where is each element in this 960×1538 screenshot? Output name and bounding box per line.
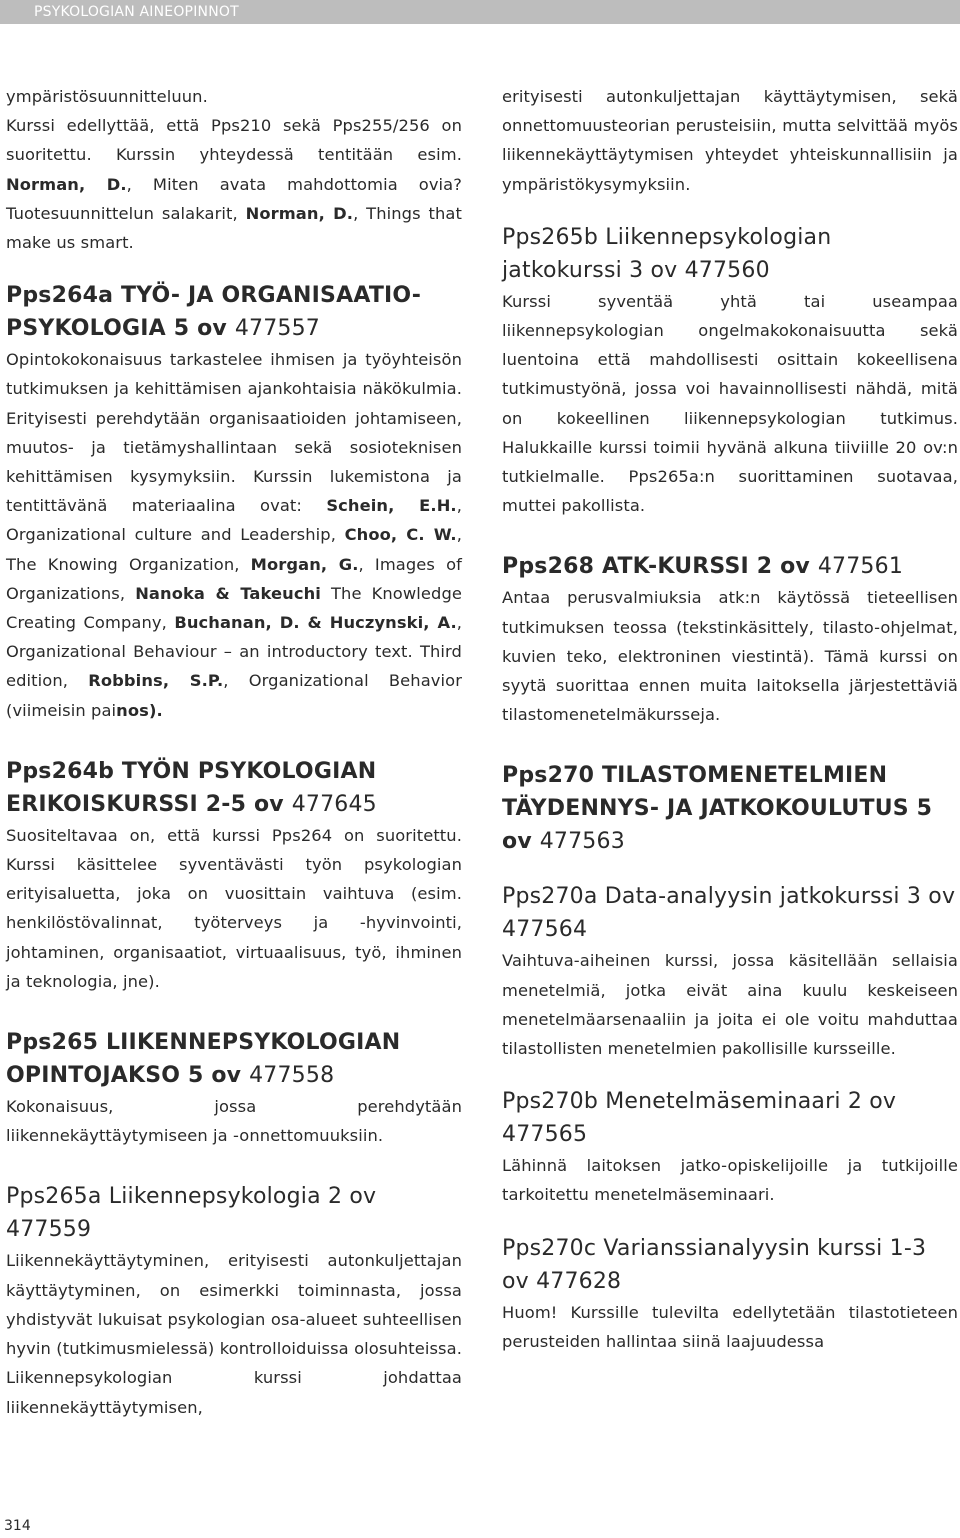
- course-title-pps270b: Pps270b Menetelmäseminaari 2 ov 477565: [502, 1089, 897, 1148]
- ref-author-buchanan: Buchanan, D. & Huczynski, A.: [174, 613, 457, 633]
- book-title-2: , Things that make us smart.: [6, 203, 462, 253]
- course-title-pps270a: Pps270a Data-analyysin jatkokurssi 3 ov 477564: [502, 884, 956, 943]
- course-description-pps270a: Vaihtuva-aiheinen kurssi, jossa käsitellään sellaisia menetelmiä, jotka eivät aina kuulu keskeiseen menetelmäarsenaaliin ja joita ei ole voitu mahduttaa tilastollisten menetelmien pakollisille kursseille.: [502, 951, 958, 1059]
- ref-author-choo: Choo, C. W.: [344, 525, 457, 545]
- course-description-pps270c: Huom! Kurssille tulevilta edellytetään tilastotieteen perusteiden hallintaa siinä laajuudessa: [502, 1302, 958, 1351]
- course-code-pps265: 477558: [249, 1063, 335, 1089]
- ref-author-nanoka: Nanoka & Takeuchi: [135, 583, 321, 603]
- course-title-pps264b: Pps264b TYÖN PSYKOLOGIAN ERIKOISKURSSI 2-5 ov: [6, 758, 377, 817]
- author-norman-2: Norman, D.: [245, 203, 354, 223]
- intro-line-1: ympäristösuunnitteluun.: [6, 87, 208, 106]
- course-description-pps265b: Kurssi syventää yhtä tai useampaa liikennepsykologian ongelmakokonaisuutta sekä luentoina että mahdollisesti osittain kokeellisena tutkimustyönä, jossa voi havainnollisesti nähdä, mitä on kokeellinen liikennepsykologian tutkimus. Halukkaille kurssi toimii hyvänä alkuna tiiviille 20 ov:n tutkielmalle. Pps265a:n suorittaminen suotavaa, muttei pakollista.: [502, 291, 958, 516]
- course-code-pps268: 477561: [817, 554, 904, 580]
- ref-title-choo: , The Knowing Organization,: [6, 525, 462, 574]
- course-description-pps264b: Suositeltavaa on, että kurssi Pps264 on suoritettu. Kurssi käsittelee syventävästi työn psykologian erityisaluetta, joka on vuosittain vaihtuva (esim. henkilöstövalinnat, työterveys ja -hyvinvointi, johtaminen, organisaatiot, virtuaalisuus, työ, ihminen ja teknologia, jne).: [6, 825, 462, 991]
- author-norman-1: Norman, D.: [6, 174, 127, 194]
- page-number: 314: [4, 1518, 31, 1534]
- continued-paragraph: erityisesti autonkuljettajan käyttäytymisen, sekä onnettomuusteorian perusteisiin, mutta selvittää myös liikennekäyttäytymisen yhteydet yhteiskunnallisiin ja ympäristökysymyksiin.: [502, 87, 958, 194]
- course-title-pps265a: Pps265a Liikennepsykologia 2 ov 477559: [6, 1184, 377, 1243]
- course-code-pps264b: 477645: [291, 791, 377, 817]
- ref-title-morgan: , Images of Organizations,: [6, 554, 462, 603]
- course-code-pps264a: 477557: [234, 316, 320, 342]
- course-heading-pps264a: [6, 279, 462, 345]
- page-header-band: [0, 0, 960, 24]
- course-heading-pps264b: [6, 755, 462, 821]
- course-heading-pps268: [502, 550, 958, 583]
- ref-title-schein: , Organizational culture and Leadership,: [6, 496, 462, 545]
- ref-title-nanoka: The Knowledge Creating Company,: [6, 583, 462, 633]
- ref-author-schein: Schein, E.H.: [326, 496, 457, 516]
- course-code-pps270: 477563: [539, 829, 625, 855]
- intro-text: Kurssi edellyttää, että Pps210 sekä Pps255/256 on suoritettu. Kurssin yhteydessä tentitään esim.: [6, 116, 462, 165]
- course-description-pps264a: [6, 345, 462, 725]
- book-title-1: , Miten avata mahdottomia ovia? Tuotesuunnittelun salakarit,: [6, 174, 463, 223]
- course-description-pps265a: Liikennekäyttäytyminen, erityisesti autonkuljettajan käyttäytyminen, on esimerkki toiminnasta, jossa yhdistyvät lukuisat psykologian osa-alueet suhteellisen hyvin (tutkimusmielessä) kontrolloiduissa olosuhteissa. Liikennepsykologian kurssi johdattaa liikennekäyttäytymisen,: [6, 1251, 462, 1417]
- course-heading-pps270: [502, 759, 958, 858]
- ref-author-robbins: Robbins, S.P.: [88, 671, 224, 691]
- intro-paragraph: [6, 82, 462, 257]
- course-description-pps265: Kokonaisuus, jossa perehdytään liikennekäyttäytymiseen ja -onnettomuuksiin.: [6, 1097, 462, 1146]
- course-title-pps265b: Pps265b Liikennepsykologian jatkokurssi 3 ov 477560: [502, 224, 832, 283]
- course-title-pps264a: Pps264a TYÖ- JA ORGANISAATIO-PSYKOLOGIA 5 ov: [6, 283, 422, 342]
- ref-title-buchanan: , Organizational Behaviour – an introductory text. Third edition,: [6, 613, 463, 691]
- right-column: [502, 82, 958, 1356]
- course-title-pps270c: Pps270c Varianssianalyysin kurssi 1-3 ov 477628: [502, 1235, 927, 1294]
- course-body-pps264a: Opintokokonaisuus tarkastelee ihmisen ja työyhteisön tutkimuksen ja kehittämisen ajankohtaisia näkökulmia. Erityisesti perehdytään organisaatioiden johtamiseen, muutos- ja tietämyshallintaan sekä sosioteknisen kehittämisen kysymyksiin. Kurssin lukemistona ja tentittävänä materiaalina ovat:: [6, 350, 462, 516]
- ref-title-robbins: , Organizational Behavior (viimeisin pai: [6, 671, 462, 720]
- course-title-pps270: Pps270 TILASTOMENETELMIEN TÄYDENNYS- JA JATKOKOULUTUS 5 ov: [502, 763, 933, 855]
- course-title-pps268: Pps268 ATK-KURSSI 2 ov: [502, 554, 810, 580]
- course-heading-pps265: [6, 1026, 462, 1092]
- ref-edition-robbins: nos).: [116, 700, 163, 720]
- running-header-title: PSYKOLOGIAN AINEOPINNOT: [34, 4, 239, 20]
- course-title-pps265: Pps265 LIIKENNEPSYKOLOGIAN OPINTOJAKSO 5 ov: [6, 1030, 401, 1089]
- left-column: [6, 82, 462, 1422]
- course-description-pps270b: Lähinnä laitoksen jatko-opiskelijoille ja tutkijoille tarkoitettu menetelmäseminaari.: [502, 1156, 958, 1205]
- ref-author-morgan: Morgan, G.: [250, 554, 359, 574]
- course-description-pps268: Antaa perusvalmiuksia atk:n käytössä tieteellisen tutkimuksen teossa (tekstinkäsittely, tilasto-ohjelmat, kuvien teko, elektroninen viestintä). Tämä kurssi on syytä suorittaa ennen muita laitoksella järjestettäviä tilastomenetelmäkursseja.: [502, 588, 958, 725]
